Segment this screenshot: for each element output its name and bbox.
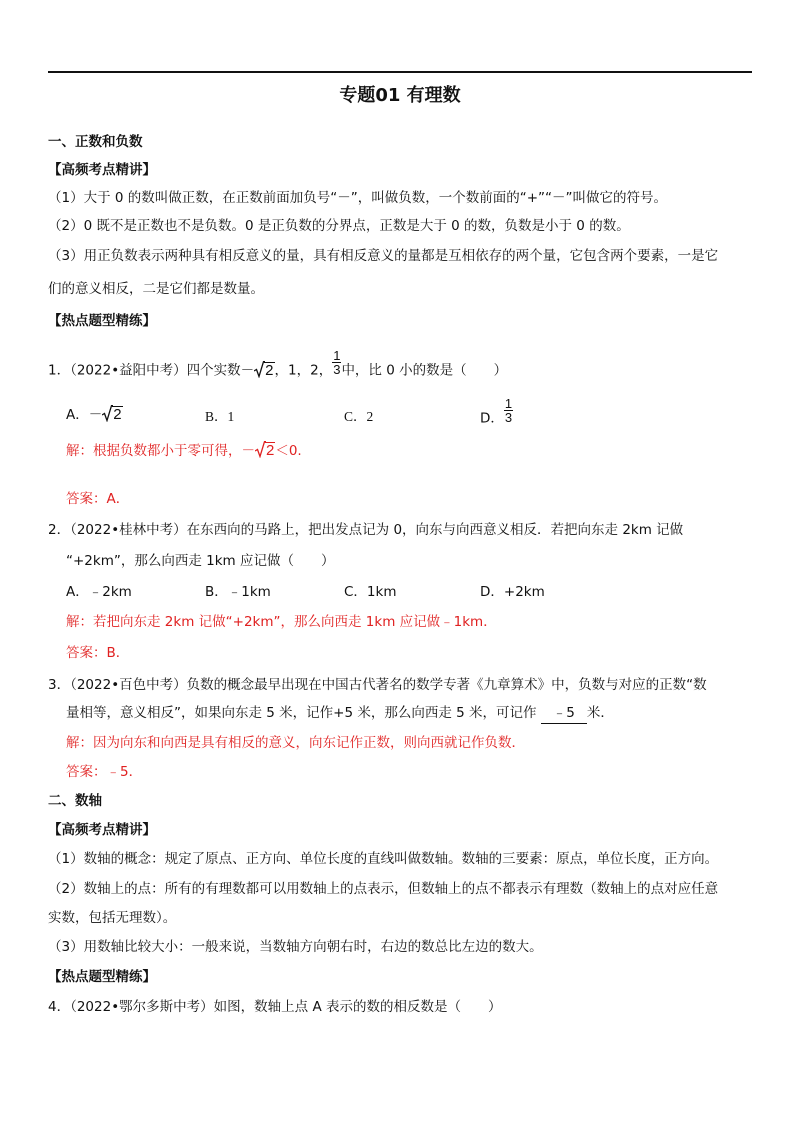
fraction-one-third <box>504 397 513 424</box>
solution-text-pre: 解：根据负数都小于零可得，－ <box>66 443 255 459</box>
question-2-option-c: C．1km <box>344 584 397 600</box>
question-3-stem-line-2 <box>66 703 614 724</box>
sqrt-radicand: 2 <box>265 361 274 379</box>
fraction-one-third <box>332 349 341 376</box>
sqrt-expression <box>102 405 122 425</box>
fill-in-blank-answer: ﹣5 <box>541 703 587 724</box>
concept-paragraph-1: （1）数轴的概念：规定了原点、正方向、单位长度的直线叫做数轴。数轴的三要素：原点，单位长度，正方向。 <box>48 851 719 867</box>
section-heading-positive-negative: 一、正数和负数 <box>48 134 143 150</box>
question-2-answer: 答案：B． <box>66 645 130 661</box>
page-title: 专题01 有理数 <box>339 85 461 106</box>
concept-paragraph-2a: （2）数轴上的点：所有的有理数都可以用数轴上的点表示，但数轴上的点不都表示有理数（数轴上的点对应任意 <box>48 881 719 897</box>
question-1-option-b: B．1 <box>205 409 235 424</box>
question-1-text-post: 中，比 0 小的数是（ ） <box>341 362 508 379</box>
sqrt-radicand: 2 <box>266 442 275 459</box>
concept-paragraph-2: （2）0 既不是正数也不是负数。0 是正负数的分界点，正数是大于 0 的数，负数是小于 0 的数。 <box>48 218 630 234</box>
question-3-solution: 解：因为向东和向西是具有相反的意义，向东记作正数，则向西就记作负数． <box>66 735 525 751</box>
section-heading-number-line: 二、数轴 <box>48 793 102 809</box>
question-2-option-a: A．﹣2km <box>66 584 132 600</box>
sqrt-expression <box>255 441 275 461</box>
question-2-solution: 解：若把向东走 2km 记做“+2km”，那么向西走 1km 应记做﹣1km． <box>66 614 497 630</box>
question-1-text-mid: ，1，2， <box>274 362 333 379</box>
concept-paragraph-3b: 们的意义相反，二是它们都是数量。 <box>48 281 264 297</box>
question-1-answer: 答案：A． <box>66 491 130 507</box>
concept-paragraph-2b: 实数，包括无理数）。 <box>48 910 177 926</box>
option-d-label: D． <box>480 410 504 427</box>
question-1-text-pre: 1．（2022•益阳中考）四个实数－ <box>48 362 255 379</box>
question-3-text-post: 米． <box>586 705 614 721</box>
question-1-option-c: C．2 <box>344 409 374 424</box>
fraction-denominator: 3 <box>504 410 513 425</box>
question-4-stem: 4．（2022•鄂尔多斯中考）如图，数轴上点 A 表示的数的相反数是（ ） <box>48 999 502 1015</box>
option-a-label: A．－ <box>66 407 103 423</box>
question-1-option-d <box>480 396 513 432</box>
fraction-numerator: 1 <box>333 348 341 363</box>
practice-label: 【热点题型精练】 <box>48 969 156 985</box>
top-rule <box>48 71 752 73</box>
sqrt-expression <box>254 361 274 381</box>
question-2-option-d: D．+2km <box>480 584 545 600</box>
question-1-stem <box>48 348 508 384</box>
question-3-stem-line-1: 3．（2022•百色中考）负数的概念最早出现在中国古代著名的数学专著《九章算术》中，负数与对应的正数“数 <box>48 677 707 693</box>
solution-text-post: ＜0. <box>275 443 302 459</box>
practice-label: 【热点题型精练】 <box>48 313 156 329</box>
concept-paragraph-3a: （3）用正负数表示两种具有相反意义的量，具有相反意义的量都是互相依存的两个量，它包含两个要素，一是它 <box>48 248 719 264</box>
question-3-text-pre: 量相等，意义相反”，如果向东走 5 米，记作+5 米，那么向西走 5 米，可记作 <box>66 705 537 721</box>
concept-paragraph-1: （1）大于 0 的数叫做正数，在正数前面加负号“－”，叫做负数，一个数前面的“+”“－”叫做它的符号。 <box>48 190 668 206</box>
sqrt-radicand: 2 <box>113 406 122 423</box>
lecture-label: 【高频考点精讲】 <box>48 822 156 838</box>
question-2-stem-line-2: “+2km”，那么向西走 1km 应记做（ ） <box>66 553 335 569</box>
concept-paragraph-3: （3）用数轴比较大小：一般来说，当数轴方向朝右时，右边的数总比左边的数大。 <box>48 939 543 955</box>
question-3-answer: 答案：﹣5． <box>66 764 143 780</box>
question-2-stem-line-1: 2．（2022•桂林中考）在东西向的马路上，把出发点记为 0，向东与向西意义相反．若把向东走 2km 记做 <box>48 522 684 538</box>
fraction-numerator: 1 <box>504 396 513 411</box>
lecture-label: 【高频考点精讲】 <box>48 162 156 178</box>
question-2-option-b: B．﹣1km <box>205 584 271 600</box>
fraction-denominator: 3 <box>333 362 341 377</box>
question-1-solution <box>66 441 302 461</box>
question-1-option-a <box>66 405 123 425</box>
